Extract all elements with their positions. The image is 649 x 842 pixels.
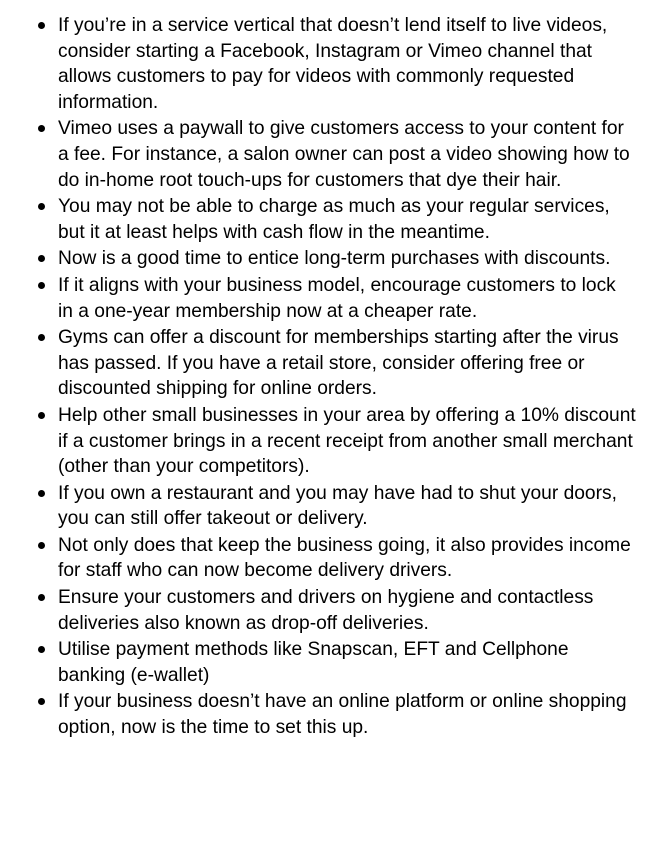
bullet-icon xyxy=(38,334,45,341)
list-item xyxy=(36,273,636,324)
list-item-text: Vimeo uses a paywall to give customers access to your content for a fee. For instance, a salon owner can post a video showing how to do in-home root touch-ups for customers that dye their hair. xyxy=(58,118,630,191)
list-item xyxy=(36,481,636,532)
list-item-text: Now is a good time to entice long-term purchases with discounts. xyxy=(58,248,611,270)
list-item xyxy=(36,194,636,245)
bullet-icon xyxy=(38,22,45,29)
list-item-text: You may not be able to charge as much as your regular services, but it at least helps with cash flow in the meantime. xyxy=(58,196,610,243)
bullet-icon xyxy=(38,125,45,132)
bullet-icon xyxy=(38,646,45,653)
bullet-icon xyxy=(38,412,45,419)
list-item-text: If you own a restaurant and you may have had to shut your doors, you can still offer takeout or delivery. xyxy=(58,482,617,530)
list-item xyxy=(36,689,636,740)
bullet-icon xyxy=(38,542,45,549)
bullet-icon xyxy=(38,282,45,289)
bullet-list xyxy=(36,13,636,742)
bullet-icon xyxy=(38,490,45,497)
list-item-text: If it aligns with your business model, encourage customers to lock in a one-year membership now at a cheaper rate. xyxy=(58,274,616,322)
list-item xyxy=(36,403,636,480)
list-item xyxy=(36,116,636,193)
list-item-text: Not only does that keep the business going, it also provides income for staff who can now become delivery drivers. xyxy=(58,534,631,582)
list-item xyxy=(36,246,636,272)
list-item-text: Gyms can offer a discount for memberships starting after the virus has passed. If you have a retail store, consider offering free or discounted shipping for online orders. xyxy=(58,327,619,400)
bullet-icon xyxy=(38,594,45,601)
bullet-icon xyxy=(38,203,45,210)
list-item-text: Ensure your customers and drivers on hygiene and contactless deliveries also known as drop-off deliveries. xyxy=(58,587,594,634)
list-item xyxy=(36,13,636,115)
list-item-text: Help other small businesses in your area by offering a 10% discount if a customer brings in a recent receipt from another small merchant (other than your competitors). xyxy=(58,404,636,478)
list-item-text: Utilise payment methods like Snapscan, EFT and Cellphone banking (e-wallet) xyxy=(58,639,569,686)
list-item-text: If you’re in a service vertical that doesn’t lend itself to live videos, consider starting a Facebook, Instagram or Vimeo channel that allows customers to pay for videos with commonly requested information. xyxy=(58,15,608,113)
list-item xyxy=(36,533,636,584)
list-item xyxy=(36,325,636,402)
bullet-icon xyxy=(38,255,45,262)
list-item-text: If your business doesn’t have an online platform or online shopping option, now is the time to set this up. xyxy=(58,691,627,739)
list-item xyxy=(36,637,636,688)
bullet-icon xyxy=(38,698,45,705)
list-item xyxy=(36,585,636,636)
